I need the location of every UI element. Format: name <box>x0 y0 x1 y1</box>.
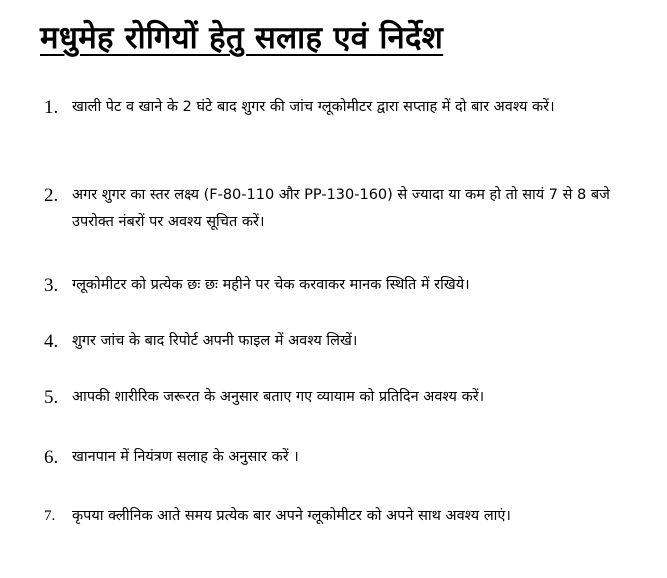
item-number: 2. <box>44 185 59 206</box>
list-item <box>44 182 612 236</box>
list-item <box>44 328 612 355</box>
item-text: अगर शुगर का स्तर लक्ष्य (F-80-110 और PP-130-160) से ज्यादा या कम हो तो सायं 7 से 8 बजे उपरोक्त नंबरों पर अवश्य सूचित करें। <box>72 187 610 230</box>
item-text: शुगर जांच के बाद रिपोर्ट अपनी फाइल में अवश्य लिखें। <box>72 333 358 349</box>
item-number: 3. <box>44 275 59 296</box>
list-item <box>44 444 612 471</box>
item-number: 6. <box>44 447 59 468</box>
item-number: 5. <box>44 387 59 408</box>
list-item <box>44 272 612 299</box>
list-item <box>44 503 612 530</box>
item-number: 4. <box>44 331 59 352</box>
item-text: कृपया क्लीनिक आते समय प्रत्येक बार अपने ग्लूकोमीटर को अपने साथ अवश्य लाएं। <box>72 508 511 524</box>
page-title: मधुमेह रोगियों हेतु सलाह एवं निर्देश <box>40 20 444 56</box>
list-item <box>44 94 612 121</box>
item-number: 1. <box>44 97 59 118</box>
item-text: खाली पेट व खाने के 2 घंटे बाद शुगर की जांच ग्लूकोमीटर द्वारा सप्ताह में दो बार अवश्य करें। <box>72 99 555 115</box>
item-text: ग्लूकोमीटर को प्रत्येक छः छः महीने पर चेक करवाकर मानक स्थिति में रखिये। <box>72 277 470 293</box>
item-text: आपकी शारीरिक जरूरत के अनुसार बताए गए व्यायाम को प्रतिदिन अवश्य करें। <box>72 389 485 405</box>
item-text: खानपान में नियंत्रण सलाह के अनुसार करें । <box>72 449 299 465</box>
item-number: 7. <box>44 508 56 524</box>
list-item <box>44 384 612 411</box>
